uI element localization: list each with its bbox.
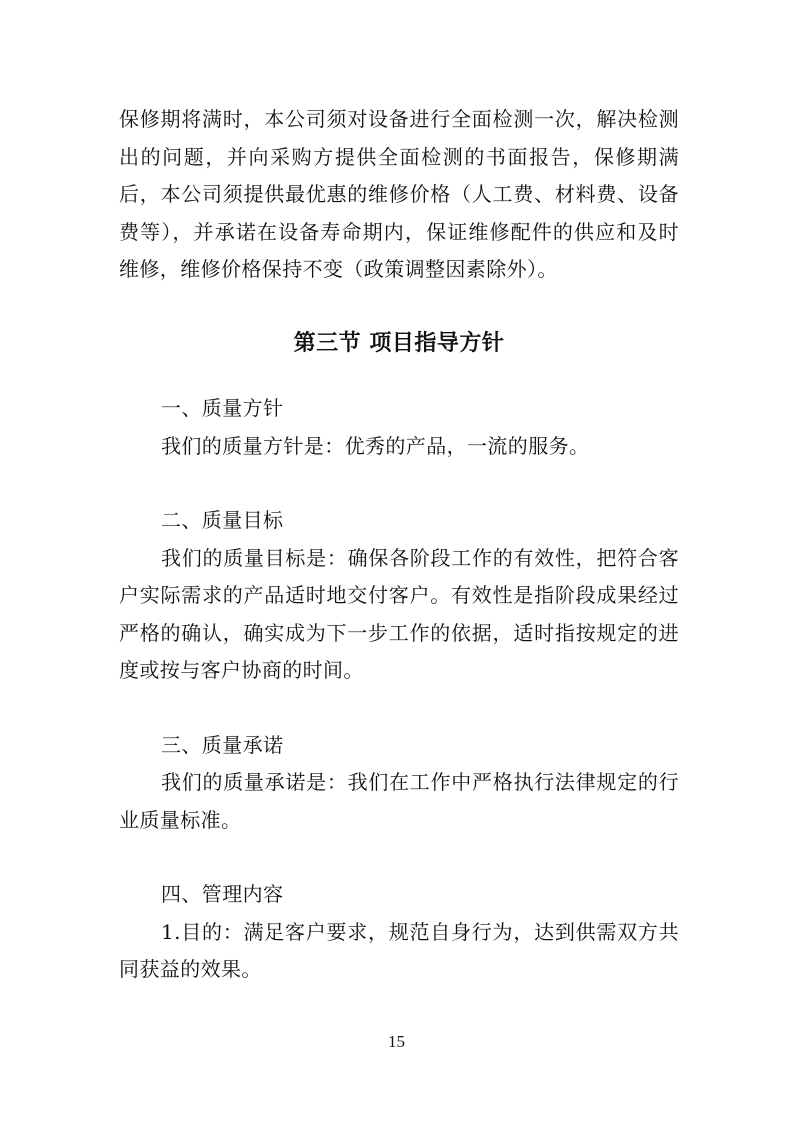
section-body: 我们的质量方针是：优秀的产品，一流的服务。	[161, 433, 590, 458]
section-quality-goal	[119, 502, 679, 690]
section-title: 一、质量方针	[161, 396, 284, 420]
section-heading: 第三节 项目指导方针	[293, 330, 505, 356]
section-title: 四、管理内容	[161, 882, 284, 906]
page-number: 15	[388, 1032, 405, 1051]
page-content	[119, 101, 679, 989]
section-title: 二、质量目标	[161, 508, 284, 532]
section-body: 我们的质量承诺是：我们在工作中严格执行法律规定的行业质量标准。	[119, 770, 679, 832]
section-quality-commitment	[119, 727, 679, 840]
section-body: 1.目的：满足客户要求，规范自身行为，达到供需双方共同获益的效果。	[119, 919, 679, 981]
section-title: 三、质量承诺	[161, 732, 284, 757]
section-quality-policy	[119, 390, 679, 465]
section-management-content	[119, 876, 679, 989]
section-body: 我们的质量目标是：确保各阶段工作的有效性，把符合客户实际需求的产品适时地交付客户。有效性是指阶段成果经过严格的确认，确实成为下一步工作的依据，适时指按规定的进度或按与客户协商的时间。	[119, 545, 679, 682]
intro-paragraph: 保修期将满时，本公司须对设备进行全面检测一次，解决检测出的问题，并向采购方提供全面检测的书面报告，保修期满后，本公司须提供最优惠的维修价格（人工费、材料费、设备费等），并承诺在设备寿命期内，保证维修配件的供应和及时维修，维修价格保持不变（政策调整因素除外）。	[119, 107, 679, 281]
